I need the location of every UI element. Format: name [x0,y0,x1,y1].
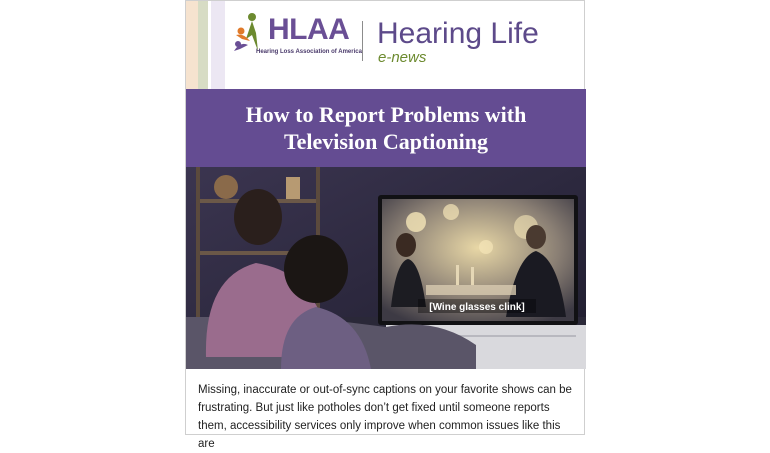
logo-text[interactable]: HLAA [268,13,350,46]
newsletter-header [186,1,584,89]
publication-subtitle: e-news [378,49,427,66]
tv-viewing-illustration [186,167,586,369]
actor-woman [396,233,416,257]
stripe-lavender [211,1,225,89]
hlaa-logo-icon[interactable] [234,11,270,53]
stripe-sage [198,1,208,89]
tv-caption-text: [Wine glasses clink] [429,302,525,313]
header-divider [362,21,363,61]
hero-image [186,167,586,369]
stripe-peach [186,1,198,89]
actor-man [526,225,546,249]
decorative-stripes [186,1,225,89]
shelf-post [196,167,200,317]
shelf-decor [214,175,238,199]
email-newsletter [185,0,585,450]
headline-banner [186,89,586,167]
publication-title: Hearing Life [377,17,539,50]
viewer-woman-hair [284,235,348,303]
viewer-man-head [234,189,282,245]
shelf-decor [286,177,300,199]
logo-subtitle: Hearing Loss Association of America [256,49,362,55]
article-intro: Missing, inaccurate or out-of-sync captions on your favorite shows can be frustrating. But just like potholes don’t get fixed until someone reports them, accessibility services only improve when common issues like this are [198,384,572,450]
article-headline: How to Report Problems with Television Captioning [245,102,527,154]
